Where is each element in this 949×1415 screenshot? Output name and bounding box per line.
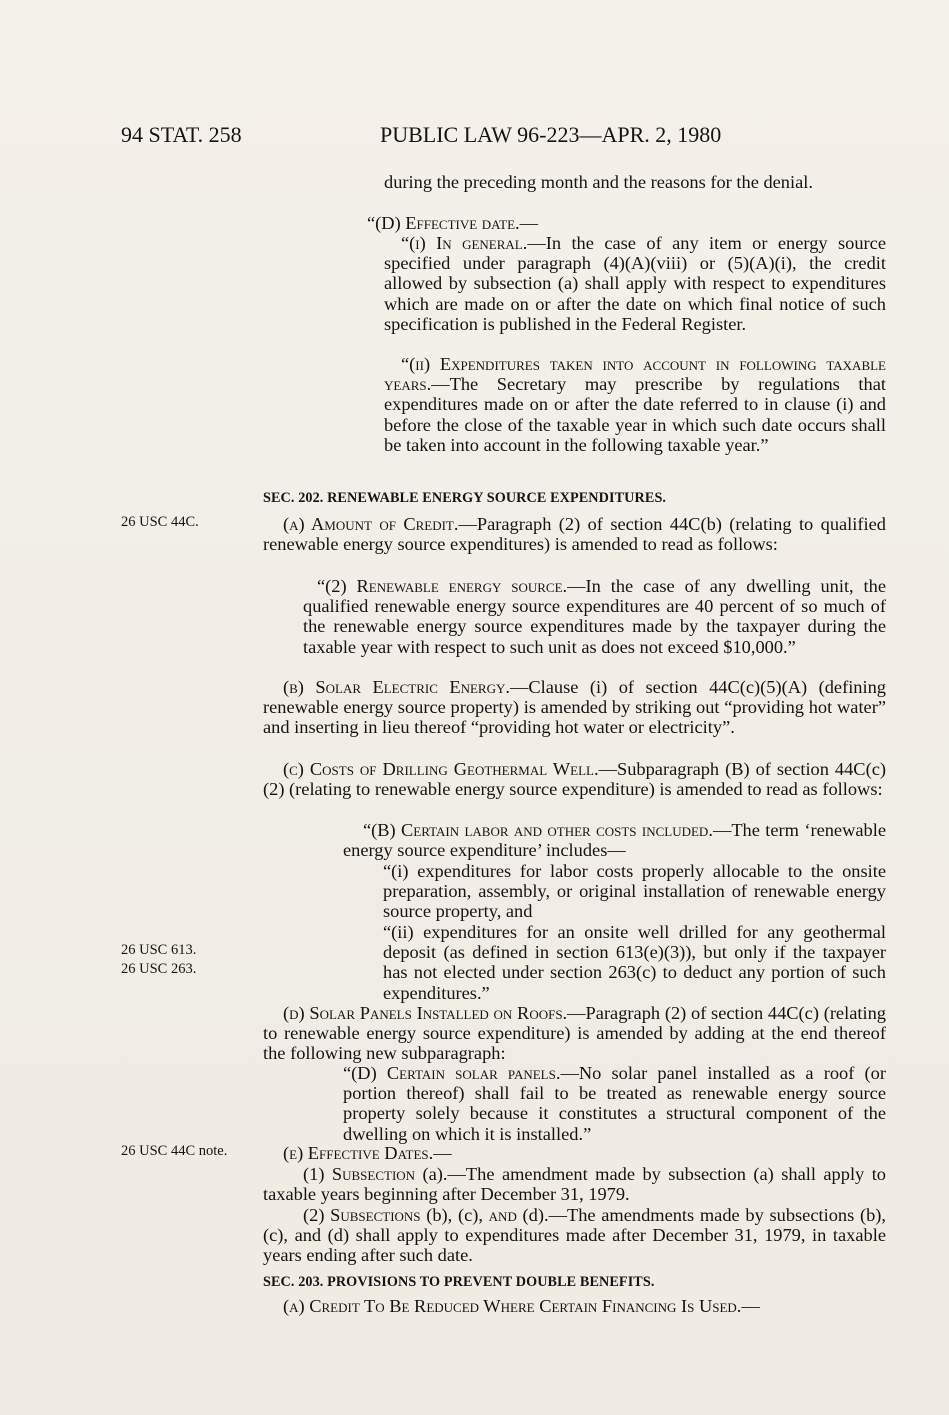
subparagraph-heading: “(B) Certain labor and other costs included. bbox=[363, 820, 713, 840]
clause-quoted: “(ii) expenditures for an onsite well drilled for any geothermal deposit (as defined in section 613(e)(3)), but only if the taxpayer has not elected under section 263(c) to deduct any portion of such expenditures.” bbox=[383, 922, 886, 1003]
paragraph-quoted bbox=[303, 576, 886, 657]
paragraph-text: (d).—The amendments made by subsections (b), (c), and (d) shall apply to expenditures made after December 31, 1979, in taxable years ending after such date. bbox=[263, 1205, 887, 1266]
margin-note: 26 USC 44C note. bbox=[121, 1143, 228, 1159]
statute-page-number: 94 STAT. 258 bbox=[121, 122, 242, 147]
heading-text: “(D) Effective date.— bbox=[367, 213, 538, 233]
running-title: PUBLIC LAW 96-223—APR. 2, 1980 bbox=[380, 122, 722, 147]
subsection-heading-line bbox=[283, 1296, 886, 1316]
clause-text: —In the case of any item or energy source specified under paragraph (4)(A)(viii) or (5)(A)(i), the credit allowed by subsection (a) shall apply with respect to expenditures which are made on or after the date on which final notice of such specification is published in the Federal Register. bbox=[384, 233, 886, 334]
paragraph-heading: “(2) Renewable energy source. bbox=[317, 576, 568, 596]
paragraph-heading: (1) Subsection bbox=[303, 1164, 416, 1184]
subsection-heading: (a) Amount of Credit. bbox=[283, 514, 459, 534]
subparagraph-heading bbox=[367, 213, 887, 233]
subsection-text: —Subparagraph (B) of section 44C(c)(2) (relating to renewable energy source expenditure) is amended to read as follows: bbox=[263, 759, 886, 800]
paragraph-connector: and bbox=[488, 1205, 517, 1225]
paragraph-continuation: during the preceding month and the reasons for the denial. bbox=[384, 172, 813, 192]
subsection-heading: (c) Costs of Drilling Geothermal Well. bbox=[283, 759, 599, 779]
subsection-paragraph bbox=[263, 1003, 886, 1064]
section-heading: SEC. 203. PROVISIONS TO PREVENT DOUBLE BENEFITS. bbox=[263, 1274, 655, 1290]
paragraph-text: (a).—The amendment made by subsection (a) shall apply to taxable years beginning after December 31, 1979. bbox=[263, 1164, 886, 1205]
clause-heading: “(ii) Expenditures taken into account in following taxable years. bbox=[384, 354, 886, 395]
margin-note: 26 USC 44C. bbox=[121, 514, 199, 530]
section-heading: SEC. 202. RENEWABLE ENERGY SOURCE EXPENDITURES. bbox=[263, 490, 667, 506]
paragraph-text-part: (b), (c), bbox=[420, 1205, 489, 1225]
subsection-heading: (e) Effective Dates.— bbox=[283, 1143, 452, 1163]
subparagraph-quoted bbox=[343, 820, 886, 860]
subparagraph-heading: “(D) Certain solar panels. bbox=[343, 1063, 561, 1083]
clause-text: —The Secretary may prescribe by regulations that expenditures made on or after the date referred to in clause (i) and before the close of the taxable year in which such date occurs shall be taken into account in the following taxable year.” bbox=[384, 374, 886, 455]
paragraph bbox=[263, 1164, 886, 1204]
subsection-heading-line bbox=[283, 1143, 886, 1163]
subsection-paragraph bbox=[263, 677, 886, 738]
subsection-text: —Paragraph (2) of section 44C(c) (relating to renewable energy source expenditure) is amended by adding at the end thereof the following new subparagraph: bbox=[263, 1003, 886, 1064]
subparagraph-text: —The term ‘renewable energy source expenditure’ includes— bbox=[343, 820, 887, 861]
subsection-heading: (a) Credit To Be Reduced Where Certain Financing Is Used.— bbox=[283, 1296, 760, 1316]
margin-note: 26 USC 263. bbox=[121, 961, 197, 977]
clause-heading: “(i) In general. bbox=[401, 233, 528, 253]
paragraph bbox=[263, 1205, 886, 1266]
subsection-heading: (d) Solar Panels Installed on Roofs. bbox=[283, 1003, 568, 1023]
subsection-text: —Paragraph (2) of section 44C(b) (relating to qualified renewable energy source expenditures) is amended to read as follows: bbox=[263, 514, 886, 555]
paragraph-text: —In the case of any dwelling unit, the qualified renewable energy source expenditures are 40 percent of so much of the renewable energy source expenditures made by the taxpayer during the taxable year with respect to such unit as does not exceed $10,000.” bbox=[303, 576, 886, 657]
clause-quoted: “(i) expenditures for labor costs properly allocable to the onsite preparation, assembly, or original installation of renewable energy source property, and bbox=[383, 861, 886, 922]
subparagraph-quoted bbox=[343, 1063, 886, 1144]
subsection-paragraph bbox=[263, 514, 886, 554]
paragraph-heading: (2) Subsections bbox=[303, 1205, 421, 1225]
subparagraph-text: —No solar panel installed as a roof (or portion thereof) shall fail to be treated as renewable energy source property solely because it constitutes a structural component of the dwelling on which it is installed.” bbox=[343, 1063, 886, 1144]
clause-paragraph bbox=[384, 233, 886, 334]
clause-paragraph bbox=[384, 354, 886, 455]
page-header bbox=[121, 122, 761, 152]
subsection-heading: (b) Solar Electric Energy. bbox=[283, 677, 510, 697]
margin-note: 26 USC 613. bbox=[121, 942, 197, 958]
subsection-text: —Clause (i) of section 44C(c)(5)(A) (defining renewable energy source property) is amended by striking out “providing hot water” and inserting in lieu thereof “providing hot water or electricity”. bbox=[263, 677, 886, 738]
subsection-paragraph bbox=[263, 759, 886, 799]
